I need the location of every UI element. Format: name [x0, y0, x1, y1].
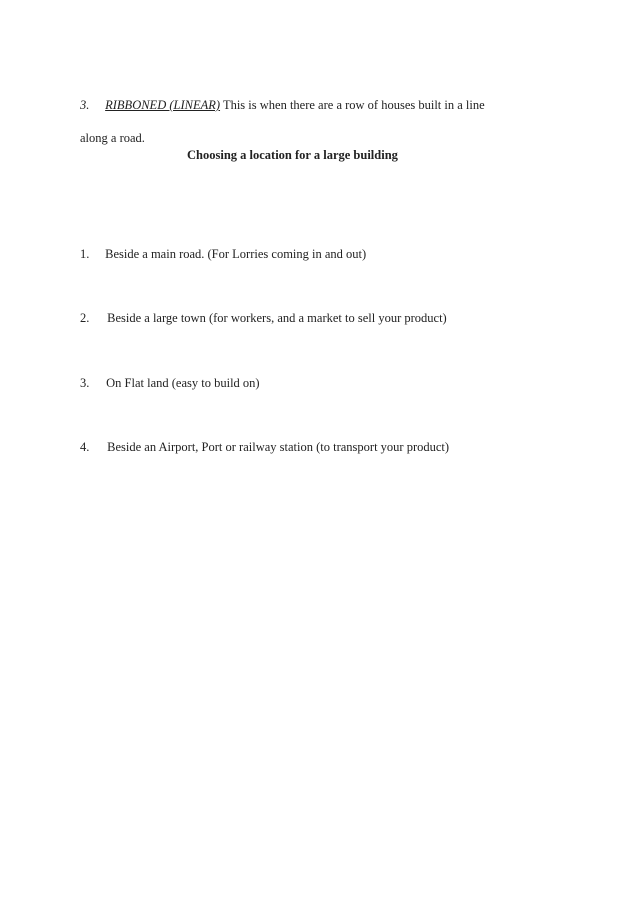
ribboned-number: 3. — [80, 98, 90, 112]
list-item — [80, 375, 260, 391]
list-item-number: 3. — [80, 376, 90, 390]
list-item-number: 1. — [80, 247, 90, 261]
ribboned-term: RIBBONED (LINEAR) — [105, 98, 221, 112]
list-item-text: Beside a main road. (For Lorries coming in and out) — [105, 247, 367, 261]
list-item-number: 4. — [80, 440, 90, 454]
page-heading: Choosing a location for a large building — [187, 148, 398, 162]
list-item-text: Beside an Airport, Port or railway station (to transport your product) — [107, 440, 450, 454]
list-item — [80, 246, 366, 262]
ribboned-paragraph-line1 — [80, 97, 485, 113]
list-item — [80, 439, 449, 455]
ribboned-definition: This is when there are a row of houses built in a line — [222, 98, 485, 112]
list-item-number: 2. — [80, 311, 90, 325]
list-item — [80, 310, 447, 326]
ribboned-paragraph-line2: along a road. — [80, 131, 145, 145]
list-item-text: On Flat land (easy to build on) — [106, 376, 260, 390]
list-item-text: Beside a large town (for workers, and a market to sell your product) — [107, 311, 447, 325]
